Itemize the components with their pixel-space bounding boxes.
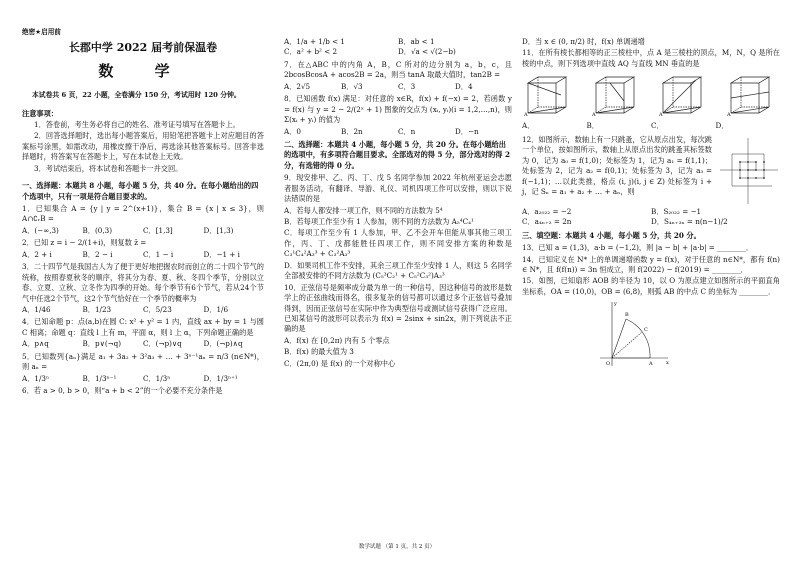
q12-option-d: D．S₄ₙ₊₃ₙ = n(n−1)/2 xyxy=(651,217,728,227)
notes-heading: 注意事项： xyxy=(22,108,58,118)
q2-option-a: A．2 + i xyxy=(22,249,52,259)
q8-option-d: D．−n xyxy=(455,126,479,136)
fig-label-b: B xyxy=(625,312,629,319)
q6-stem: 6．若 a > 0, b > 0，则“a + b < 2”的一个必要不充分条件是 xyxy=(22,386,223,396)
q9-option-a: A．若每人都安排一项工作，则不同的方法数为 5⁴ xyxy=(284,205,443,215)
q5-option-b: B．1/3ⁿ⁻¹ xyxy=(82,373,117,383)
fig-label-x: x xyxy=(666,360,669,367)
column-3 xyxy=(522,36,780,368)
prism-figure-d xyxy=(725,71,780,117)
label-d-vertex: A xyxy=(726,112,731,118)
q12-option-a: A．a₂₀₂₂ = −2 xyxy=(522,206,572,216)
q10-option-b: B．f(x) 的最大值为 3 xyxy=(284,347,354,357)
q6-option-c: C．a² + b² < 2 xyxy=(284,47,338,57)
q6-option-a: A．1/a + 1/b < 1 xyxy=(284,37,346,46)
q9-option-c: C．每项工作至少有 1 人参加，甲、乙不会开车但能从事其他三项工作，丙、丁、戊都能胜任四项工作，则不同安排方案的种数是 C₃¹C₄²A₃³ + C₃²A₃³ xyxy=(284,228,512,259)
q1-option-d: D．[1,3) xyxy=(203,225,234,235)
label-c-vertex: A xyxy=(659,112,663,118)
label-a-vertex: A xyxy=(524,112,528,118)
q3-option-c: C．5/23 xyxy=(143,304,172,314)
q9-option-d: D．如果司机工作不安排，其余三项工作至少安排 1 人，则这 5 名同学全部被安排的不同方法数为 (C₅³C₂¹ + C₅²C₃²)A₃³ xyxy=(284,260,512,281)
page-footer: 数学试题 （第 1 页，共 2 页） xyxy=(358,544,436,550)
fig-label-y: y xyxy=(614,301,617,308)
q2-stem: 2．已知 z = i − 2/(1+i)，则复数 z̄ = xyxy=(22,238,147,248)
q3-option-a: A．1/46 xyxy=(22,304,51,314)
prism-figure-b xyxy=(590,71,645,117)
column-1 xyxy=(22,36,264,397)
q3-option-d: D．1/6 xyxy=(203,304,229,314)
q1-option-b: B．(0,3) xyxy=(82,225,113,235)
q7-option-a: A．2√5 xyxy=(284,81,311,91)
q2-option-c: C．1 − i xyxy=(143,249,174,259)
q13-stem: 13．已知 a = (1,3)，a·b = (−1,2)，则 |a − b| + |a·b| = ________． xyxy=(522,243,754,253)
q14-stem: 14．已知定义在 N* 上的单调递增函数 y = f(x)，对于任意的 n∈N*，都有 f(n) ∈ N*，且 f(f(n)) = 3n 恒成立，则 f(2022) − f(2019) = ________． xyxy=(522,254,780,274)
q11-figures xyxy=(522,71,780,117)
q7-options xyxy=(284,82,512,92)
q11-option-b: B． xyxy=(586,121,599,131)
sector-figure xyxy=(592,298,672,368)
q9-stem: 9．现安排甲、乙、丙、丁、戊 5 名同学参加 2022 年杭州亚运会志愿者服务活动，有翻译、导游、礼仪、司机四项工作可以安排，则以下说法错误的是 xyxy=(284,173,512,204)
q10-stem: 10．正弦信号是频率成分最为单一的一种信号，因这种信号的波形是数学上的正弦曲线而得名，很多复杂的信号都可以通过多个正弦信号叠加得到，因而正弦信号在实际中作为典型信号或测试信号获得广泛应用。已知某信号的波形可以表示为 f(x) = 2sinx + sin2x，则下列说法不正确的是 xyxy=(284,282,512,334)
q12-block xyxy=(522,134,780,206)
q11-option-d: D． xyxy=(715,121,729,131)
q11-stem: 11．在所有棱长都相等的正三棱柱中，点 A 是三棱柱的顶点，M，N，Q 是所在棱的中点，则下列选项中直线 AQ 与直线 MN 垂直的是 xyxy=(522,48,780,68)
q1-stem: 1．已知集合 A = {y | y = 2^(x+1)}，集合 B = {x | x ≤ 3}，则 A∩∁ᵣB = xyxy=(22,204,264,224)
q8-options xyxy=(284,127,512,137)
q8-stem: 8．已知函数 f(x) 满足：对任意的 x∈R，f(x) + f(−x) = 2，若函数 y = f(x) 与 y = 2 − 2/(2ˣ + 1) 图象的交点为 (xᵢ, yᵢ)(i = 1,2,…,n)，则 Σ(xᵢ + yᵢ) 的值为 xyxy=(284,94,512,125)
q11-options xyxy=(522,121,780,131)
q11-option-a: A． xyxy=(522,121,535,131)
q3-option-b: B．1/23 xyxy=(82,304,112,314)
q2-option-b: B．2 − i xyxy=(82,249,113,259)
q7-option-c: C．3 xyxy=(398,81,416,91)
q1-option-c: C．[1,3] xyxy=(143,225,173,235)
q10-option-d: D．当 x ∈ (0, π/2) 时，f(x) 单调递增 xyxy=(522,37,645,46)
q3-stem: 3．二十四节气是我国古人为了便于更好地把握农时而创立的二十四个节气的统称，按照春夏秋冬的顺序，将其分为春、夏、秋、冬四个季节，分别以立春、立夏、立秋、立冬作为四季的开始。每个季节有6个节气，若从24个节气中任选2个节气，这2个节气恰好在一个季节的概率为 xyxy=(22,262,264,303)
exam-info: 本试卷共 6 页，22 小题，全卷满分 150 分，考试用时 120 分钟。 xyxy=(32,90,241,99)
q6-options xyxy=(284,37,512,58)
prism-figure-c xyxy=(657,71,712,117)
q12-option-b: B．S₂₀₂₂ = −1 xyxy=(651,206,702,216)
q4-option-a: A．p∧q xyxy=(22,339,49,349)
q5-option-c: C．1/3ⁿ xyxy=(143,373,171,383)
q10-option-c: C．(2π,0) 是 f(x) 的一个对称中心 xyxy=(284,358,396,368)
note-1: 1．答卷前，考生务必将自己的姓名、准考证号填写在答题卡上。 xyxy=(34,119,240,129)
exam-subject: 数 学 xyxy=(98,61,188,80)
q6-option-d: D．√a < √(2−b) xyxy=(398,47,456,57)
q4-stem: 4．已知命题 p：点(a,b)在圆 C: x² + y² = 1 内，直线 ax + by = 1 与圆 C 相离；命题 q：直线 l 上有 m，平面 α，则 l 上 α，下列命题正确的是 xyxy=(22,317,264,337)
section-1-heading: 一、选择题：本题共 8 小题，每小题 5 分，共 40 分。在每小题给出的四个选项中，只有一项是符合题目要求的。 xyxy=(22,181,259,201)
note-3: 3．考试结束后，将本试卷和答题卡一并交回。 xyxy=(34,163,183,173)
q8-option-b: B．2n xyxy=(341,126,363,136)
q4-option-c: C．(¬p)∨q xyxy=(143,339,182,349)
q12-options xyxy=(522,207,780,228)
lattice-spiral-figure xyxy=(716,134,780,206)
prism-figure-a xyxy=(522,71,577,117)
q7-option-d: D．4 xyxy=(455,81,473,91)
note-2: 2．回答选择题时，选出每小题答案后，用铅笔把答题卡上对应题目的答案标号涂黑，如需改动，用橡皮擦干净后，再选涂其他答案标号。回答非选择题时，将答案写在答题卡上，写在本试卷上无效。 xyxy=(22,131,264,162)
section-2-heading: 二、选择题：本题共 4 小题，每小题 5 分，共 20 分。在每小题给出的选项中，有多项符合题目要求。全部选对的得 5 分，部分选对的得 2 分，有选错的得 0 分。 xyxy=(284,139,510,170)
q8-option-a: A．0 xyxy=(284,126,301,136)
q12-stem: 12．如图所示，数轴上有一只跳蚤，它从原点出发，每次跳一个单位，按如图所示，数轴上从原点出发的跳蚤其标签数为 0，记为 a₀ = f(1,0)；处标签为 1，记为 a₁ = f(1,1)；处标签为 2，记为 a₂ = f(0,1)；处标签为 3，记为 a₃ = f(−1,1)；…以此类推，格点 (i, j)(i, j ∈ Z) 处标签为 i + j，记 Sₙ = a₁ + a₂ + … + aₙ，则 xyxy=(522,134,712,196)
confidential-mark: 绝密★启用前 xyxy=(22,28,61,36)
exam-title: 长郡中学 2022 届考前保温卷 xyxy=(68,41,218,54)
fig-label-c: C xyxy=(644,327,648,334)
q7-option-b: B．√3 xyxy=(341,81,363,91)
q5-options xyxy=(22,374,264,384)
q9-option-b: B．若每项工作至少有 1 人参加，则不同的方法数为 A₅⁴C₄¹ xyxy=(284,217,474,226)
q8-option-c: C．n xyxy=(398,126,416,136)
q15-stem: 15．如图，已知扇形 AOB 的半径为 10，以 O 为原点建立如图所示的平面直角坐标系，OA = (10,0)，OB = (6,8)，则弧 AB 的中点 C 的坐标为 ________． xyxy=(522,276,780,296)
q5-stem: 5．已知数列{aₙ}满足 a₁ + 3a₂ + 3²a₃ + … + 3ⁿ⁻¹aₙ = n/3 (n∈N*)，则 aₙ = xyxy=(22,351,264,372)
section-3-heading: 三、填空题：本题共 4 小题，每小题 5 分，共 20 分。 xyxy=(522,230,701,240)
q4-options xyxy=(22,339,264,349)
q2-options xyxy=(22,250,264,260)
q4-option-b: B．p∨(¬q) xyxy=(82,339,122,349)
label-b-vertex: A xyxy=(591,112,596,118)
q1-options xyxy=(22,226,264,236)
q7-stem: 7．在△ABC 中的内角 A，B，C 所对的边分别为 a，b，c，且 2bcosBcosA + acos2B = 2a，则当 tanA 取最大值时，tan2B = xyxy=(284,59,512,80)
fig-label-a: A xyxy=(649,361,653,368)
column-2 xyxy=(284,36,512,370)
q11-option-c: C． xyxy=(651,121,664,131)
fig-label-o: O xyxy=(606,361,611,368)
q5-option-d: D．1/3ⁿ⁺¹ xyxy=(203,373,238,383)
q5-option-a: A．1/3ⁿ xyxy=(22,373,50,383)
q3-options xyxy=(22,305,264,315)
q6-option-b: B．ab < 1 xyxy=(398,37,435,46)
q4-option-d: D．(¬p)∧q xyxy=(203,339,243,349)
q1-option-a: A．(−∞,3) xyxy=(22,225,59,235)
q10-option-a: A．f(x) 在 [0,2π) 内有 5 个零点 xyxy=(284,335,390,345)
q12-option-c: C．a₄ₙ₊₂ = 2n xyxy=(522,217,572,227)
q2-option-d: D．−1 + i xyxy=(203,249,240,259)
